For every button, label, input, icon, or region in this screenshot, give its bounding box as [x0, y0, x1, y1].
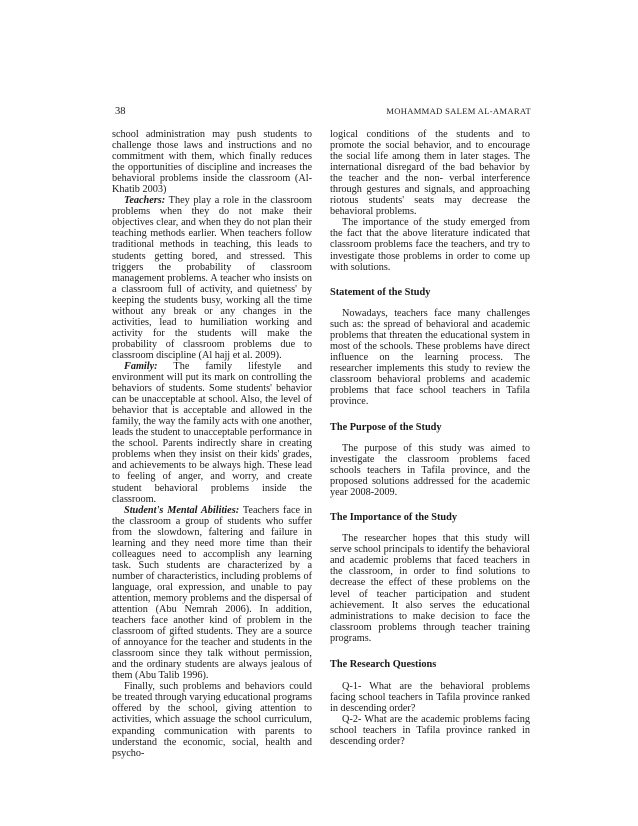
page-number: 38	[115, 106, 126, 117]
term-teachers: Teachers:	[124, 195, 166, 207]
paragraph-text: The family lifestyle and environment will put its mark on controlling the behaviors of students. Some students' behavior can be unacceptable at school. Also, the level of behavior that is acceptable and allowed in the family, the way the family acts with one another, leads the student to unacceptable performance in the school. Parents indirectly share in creating problems when they insist on their kids' grades, and achievements to be always high. These lead to feeling of anger, and worry, and create student behavioral problems inside the classroom.	[112, 360, 312, 505]
section-heading-importance: The Importance of the Study	[330, 512, 457, 524]
section-heading-questions: The Research Questions	[330, 658, 437, 670]
paragraph: school administration may push students to challenge those laws and instructions and no commitment with them, which finally reduces the opportunities of discipline and increases the behavioral problems inside the classroom (Al-Khatib 2003)	[112, 129, 312, 196]
page-header	[115, 106, 531, 120]
paragraph: The researcher hopes that this study will serve school principals to identify the behavioral and academic problems that faced teachers in the classroom, in order to find solutions to decrease the effect of these problems on the level of teacher participation and student achievement. It also serves the educational administrations to make decision to face the classroom problems through teacher training programs.	[330, 533, 530, 644]
research-question-2: Q-2- What are the academic problems facing school teachers in Tafila province ranked in descending order?	[330, 713, 530, 747]
section-heading-statement: Statement of the Study	[330, 286, 431, 298]
paragraph-mental-abilities	[112, 505, 312, 682]
section-heading-purpose: The Purpose of the Study	[330, 422, 442, 434]
paragraph: logical conditions of the students and to promote the social behavior, and to encourage the social life among them in later stages. The international disregard of the bad behavior by the teacher and the non- verbal interference through gestures and signals, and approaching riotous students' seats may decrease the behavioral problems.	[330, 129, 530, 218]
paragraph: Finally, such problems and behaviors could be treated through varying educational programs offered by the school, giving attention to activities, which assuage the school curriculum, expanding communication with parents to understand the economic, social, health and psycho-	[112, 681, 312, 759]
paragraph-teachers	[112, 195, 312, 361]
paragraph: The importance of the study emerged from the fact that the above literature indicated that classroom problems face the teachers, and try to investigate those problems in order to come up with solutions.	[330, 217, 530, 273]
paragraph-family	[112, 361, 312, 505]
research-question-1: Q-1- What are the behavioral problems facing school teachers in Tafila province ranked in descending order?	[330, 680, 530, 714]
paragraph: The purpose of this study was aimed to investigate the classroom problems faced schools teachers in Tafila province, and the proposed solutions addressed for the academic year 2008-2009.	[330, 443, 530, 499]
right-column	[330, 129, 530, 747]
paragraph: Nowadays, teachers face many challenges such as: the spread of behavioral and academic problems that threaten the educational system in most of the schools. These problems have direct influence on the learning process. The researcher implements this study to review the classroom behavioral problems and academic problems that face school teachers in Tafila province.	[330, 307, 530, 407]
left-column	[112, 129, 312, 759]
term-mental-abilities: Student's Mental Abilities:	[124, 504, 240, 516]
paragraph-text: They play a role in the classroom problems when they do not make their objectives clear, and when they do not plan their teaching methods earlier. When teachers follow traditional methods in teaching, this leads to students getting bored, and stressed. This triggers the probability of classroom management problems. A teacher who insists on a classroom full of activity, and quietness' by keeping the students busy, working all the time without any break or any changes in the activities, lead to humiliation working and activity for the students will make the probability of classroom problems due to classroom discipline (Al hajj et al. 2009).	[112, 195, 312, 361]
term-family: Family:	[124, 360, 158, 372]
paragraph-text: Teachers face in the classroom a group of students who suffer from the slowdown, faltering and failure in learning and they need more time than their colleagues need to accomplish any learning task. Such students are characterized by a number of characteristics, including problems of language, oral expression, and unable to pay attention, memory problems and the dispersal of attention (Abu Nemrah 2006). In addition, teachers face another kind of problem in the classroom of gifted students. They are a source of annoyance for the teacher and students in the classroom since they talk without permission, and the ordinary students are always jealous of them (Abu Talib 1996).	[112, 504, 312, 682]
running-title: MOHAMMAD SALEM AL-AMARAT	[386, 106, 531, 116]
